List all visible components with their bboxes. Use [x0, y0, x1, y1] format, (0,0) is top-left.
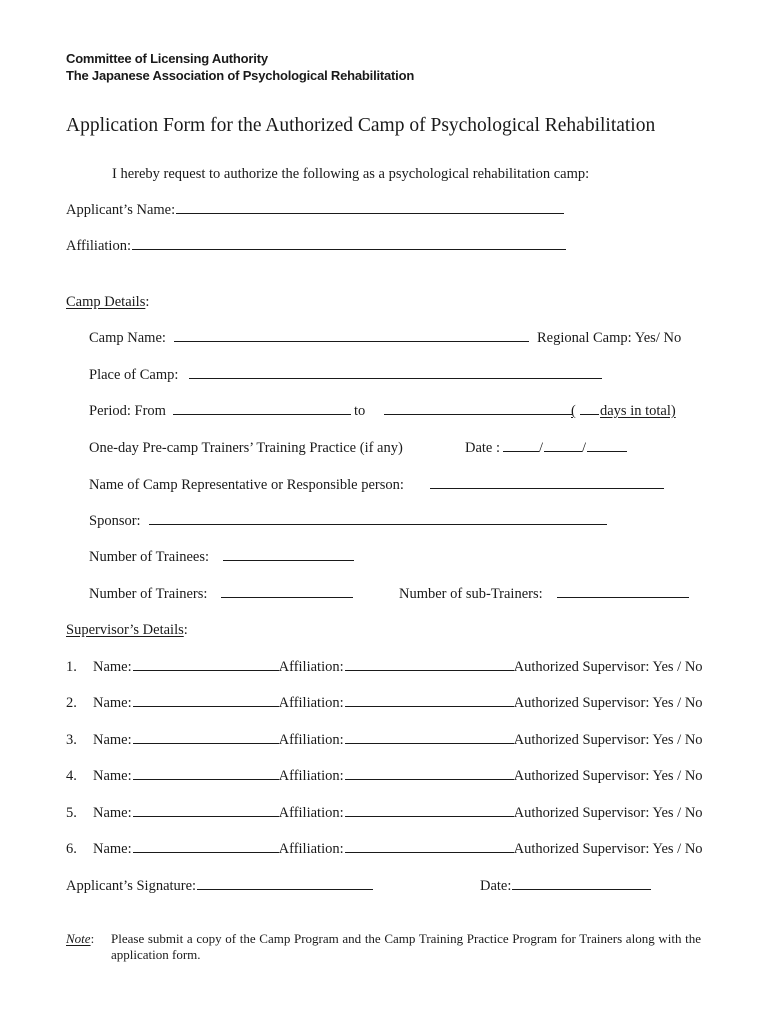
place-field-wrap [188, 367, 602, 384]
row-number: 1. [66, 659, 77, 675]
signature-row [66, 878, 373, 895]
signature-date-label: Date: [480, 878, 512, 894]
supervisor-row [66, 732, 703, 749]
supervisor-details-colon: : [183, 622, 188, 638]
supervisor-name-label: Name: [93, 841, 132, 857]
supervisor-name-field[interactable] [133, 705, 279, 707]
camp-details-title: Camp Details [66, 294, 146, 310]
row-number: 5. [66, 805, 77, 821]
supervisor-row [66, 768, 703, 785]
supervisor-affiliation-field[interactable] [345, 669, 514, 671]
intro-statement: I hereby request to authorize the following as a psychological rehabilitation camp: [112, 166, 590, 182]
period-to-label: to [354, 403, 366, 419]
camp-name-label: Camp Name: [89, 330, 166, 346]
days-count-field[interactable] [580, 413, 599, 415]
precamp-date-label: Date : [465, 440, 501, 456]
supervisor-details-title: Supervisor’s Details [66, 622, 184, 638]
committee-name: Committee of Licensing Authority [66, 51, 268, 66]
affiliation-label: Affiliation: [66, 238, 131, 254]
trainees-label: Number of Trainees: [89, 549, 210, 565]
supervisor-affiliation-field[interactable] [345, 851, 514, 853]
days-open-paren: ( [571, 403, 576, 419]
period-to-wrap [383, 403, 572, 420]
supervisor-name-field[interactable] [133, 742, 279, 744]
days-count-wrap [579, 403, 599, 420]
authorized-supervisor-option[interactable]: Authorized Supervisor: Yes / No [513, 841, 703, 857]
camp-details-heading [66, 294, 149, 311]
subtrainers-field[interactable] [557, 596, 689, 598]
supervisor-name-field[interactable] [133, 815, 279, 817]
authorized-supervisor-option[interactable]: Authorized Supervisor: Yes / No [513, 695, 703, 711]
supervisor-affiliation-label: Affiliation: [278, 732, 344, 748]
signature-date-row [480, 878, 651, 895]
supervisor-row [66, 695, 703, 712]
supervisor-affiliation-field[interactable] [345, 815, 514, 817]
row-number: 3. [66, 732, 77, 748]
supervisor-affiliation-label: Affiliation: [278, 841, 344, 857]
subtrainers-wrap [556, 586, 689, 603]
trainers-wrap [220, 586, 353, 603]
supervisor-name-label: Name: [93, 805, 132, 821]
form-title: Application Form for the Authorized Camp of Psychological Rehabilitation [66, 115, 656, 136]
affiliation-row [66, 238, 566, 255]
supervisor-affiliation-label: Affiliation: [278, 768, 344, 784]
supervisor-row [66, 659, 703, 676]
supervisor-name-label: Name: [93, 695, 132, 711]
authorized-supervisor-option[interactable]: Authorized Supervisor: Yes / No [513, 732, 703, 748]
trainees-wrap [222, 549, 354, 566]
camp-details-colon: : [145, 294, 150, 310]
note-text: Please submit a copy of the Camp Program and the Camp Training Practice Program for Trainers along with the application form. [111, 931, 701, 962]
authorized-supervisor-option[interactable]: Authorized Supervisor: Yes / No [513, 805, 703, 821]
place-field[interactable] [189, 377, 602, 379]
supervisor-affiliation-label: Affiliation: [278, 659, 344, 675]
supervisor-name-label: Name: [93, 732, 132, 748]
supervisor-affiliation-field[interactable] [345, 705, 514, 707]
period-from-label: Period: From [89, 403, 166, 419]
precamp-label: One-day Pre-camp Trainers’ Training Practice (if any) [89, 440, 403, 456]
period-from-field[interactable] [173, 413, 351, 415]
date-separator: / [582, 440, 587, 456]
period-from-wrap [172, 403, 351, 420]
days-total-label: days in total) [600, 403, 676, 419]
supervisor-name-field[interactable] [133, 669, 279, 671]
representative-label: Name of Camp Representative or Responsible person: [89, 477, 404, 493]
camp-name-field-wrap [173, 330, 529, 347]
row-number: 4. [66, 768, 77, 784]
note-colon: : [90, 931, 95, 946]
row-number: 6. [66, 841, 77, 857]
trainers-field[interactable] [221, 596, 353, 598]
period-to-field[interactable] [384, 413, 572, 415]
sponsor-label: Sponsor: [89, 513, 141, 529]
supervisor-name-field[interactable] [133, 778, 279, 780]
place-row [89, 367, 178, 384]
precamp-date-year-field[interactable] [587, 450, 627, 452]
authorized-supervisor-option[interactable]: Authorized Supervisor: Yes / No [513, 659, 703, 675]
supervisor-row [66, 805, 703, 822]
supervisor-row [66, 841, 703, 858]
note-label-wrap [66, 931, 94, 948]
supervisor-name-label: Name: [93, 659, 132, 675]
precamp-date-wrap [502, 440, 627, 457]
applicant-name-row [66, 202, 564, 219]
supervisor-affiliation-field[interactable] [345, 742, 514, 744]
supervisor-affiliation-label: Affiliation: [278, 695, 344, 711]
affiliation-field[interactable] [132, 248, 566, 250]
regional-camp-option[interactable]: Regional Camp: Yes/ No [537, 330, 682, 346]
signature-field[interactable] [197, 888, 373, 890]
supervisor-details-heading [66, 622, 188, 639]
applicant-name-label: Applicant’s Name: [66, 202, 176, 218]
supervisor-name-field[interactable] [133, 851, 279, 853]
precamp-date-month-field[interactable] [544, 450, 582, 452]
sponsor-wrap [148, 513, 607, 530]
precamp-date-day-field[interactable] [503, 450, 539, 452]
date-separator: / [539, 440, 544, 456]
camp-name-row [89, 330, 166, 347]
sponsor-field[interactable] [149, 523, 607, 525]
representative-wrap [429, 477, 664, 494]
representative-field[interactable] [430, 487, 664, 489]
row-number: 2. [66, 695, 77, 711]
note-label: Note [66, 931, 91, 946]
supervisor-affiliation-field[interactable] [345, 778, 514, 780]
supervisor-affiliation-label: Affiliation: [278, 805, 344, 821]
signature-label: Applicant’s Signature: [66, 878, 197, 894]
applicant-name-field[interactable] [176, 212, 564, 214]
association-name: The Japanese Association of Psychological Rehabilitation [66, 68, 415, 83]
authorized-supervisor-option[interactable]: Authorized Supervisor: Yes / No [513, 768, 703, 784]
place-label: Place of Camp: [89, 367, 179, 383]
camp-name-field[interactable] [174, 340, 529, 342]
trainees-field[interactable] [223, 559, 354, 561]
signature-date-field[interactable] [512, 888, 651, 890]
trainers-label: Number of Trainers: [89, 586, 208, 602]
subtrainers-label: Number of sub-Trainers: [399, 586, 543, 602]
supervisor-name-label: Name: [93, 768, 132, 784]
